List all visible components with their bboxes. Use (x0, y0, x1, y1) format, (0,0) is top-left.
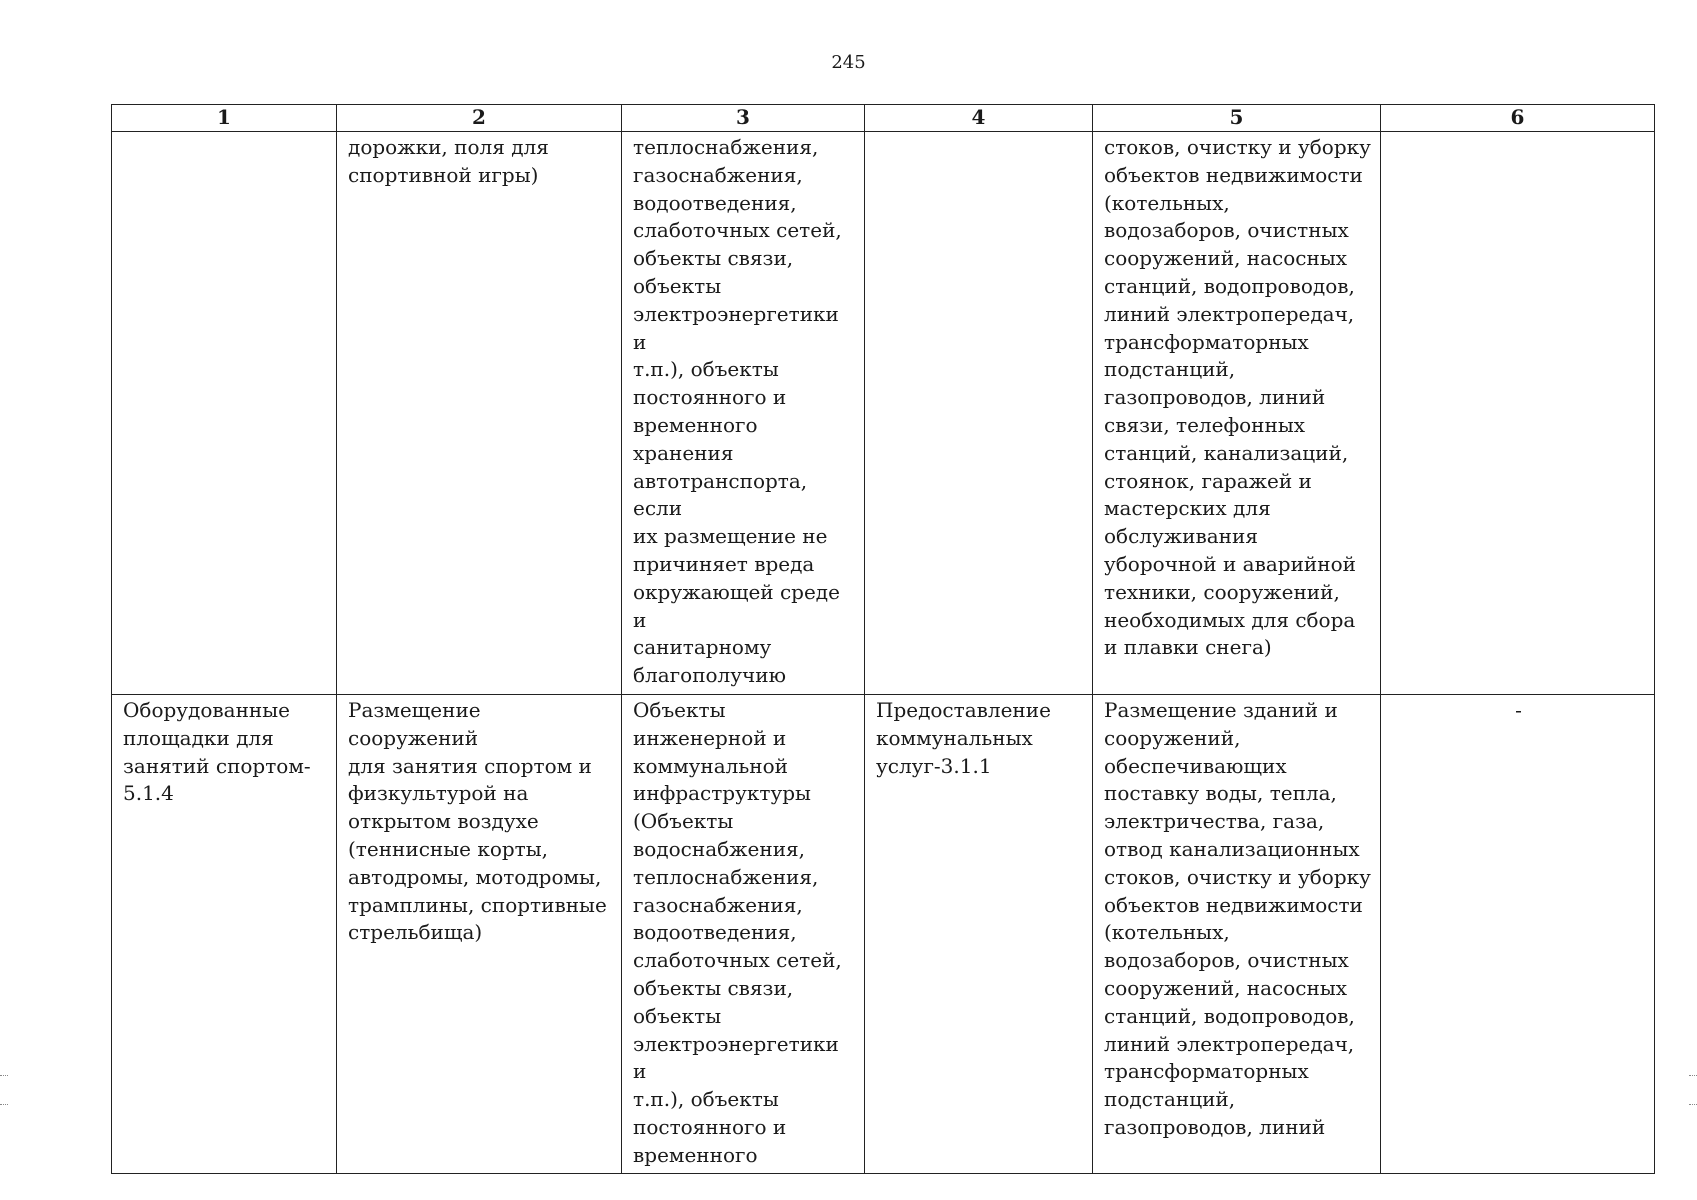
scan-edge-mark (0, 1075, 8, 1105)
column-header-1: 1 (112, 105, 337, 132)
cell-text: теплоснабжения, газоснабжения, водоотведения, слаботочных сетей, объекты связи, объекты электроэнергетики и т.п.), объекты постоянного и временного хранения автотранспорта, если их размещение не причиняет вреда окружающей среде и санитарному благополучию (633, 135, 842, 688)
cell-text: Размещение сооружений для занятия спортом и физкультурой на открытом воздухе (теннисные корты, автодромы, мотодромы, трамплины, спортивные стрельбища) (348, 697, 607, 945)
column-header-2: 2 (337, 105, 622, 132)
cell-text: Предоставление коммунальных услуг-3.1.1 (876, 697, 1051, 778)
table-cell (1093, 694, 1381, 1174)
table-cell (865, 694, 1093, 1174)
header-row (112, 105, 1655, 132)
scan-edge-mark (1689, 1075, 1697, 1105)
table-row (112, 694, 1655, 1174)
column-header-5: 5 (1093, 105, 1381, 132)
table-row (112, 132, 1655, 695)
table-cell (1381, 694, 1655, 1174)
page-number: 245 (831, 52, 866, 73)
cell-text: Оборудованные площадки для занятий спортом- 5.1.4 (123, 697, 311, 806)
column-header-4: 4 (865, 105, 1093, 132)
land-use-table (111, 104, 1655, 1174)
table-cell (622, 132, 865, 695)
table-cell (112, 132, 337, 695)
table-cell (865, 132, 1093, 695)
cell-text: Объекты инженерной и коммунальной инфраструктуры (Объекты водоснабжения, теплоснабжения, газоснабжения, водоотведения, слаботочных сетей, объекты связи, объекты электроэнергетики и т.п.), объекты постоянного и временного (633, 697, 842, 1167)
table-cell (112, 694, 337, 1174)
table-cell (337, 694, 622, 1174)
column-header-6: 6 (1381, 105, 1655, 132)
table-cell (1093, 132, 1381, 695)
column-header-3: 3 (622, 105, 865, 132)
table-cell (622, 694, 865, 1174)
cell-text: стоков, очистку и уборку объектов недвижимости (котельных, водозаборов, очистных сооружений, насосных станций, водопроводов, линий электропередач, трансформаторных подстанций, газопроводов, линий связи, телефонных станций, канализаций, стоянок, гаражей и мастерских для обслуживания уборочной и аварийной техники, сооружений, необходимых для сбора и плавки снега) (1104, 135, 1371, 660)
cell-text: - (1515, 697, 1522, 722)
cell-text: Размещение зданий и сооружений, обеспечивающих поставку воды, тепла, электричества, газа, отвод канализационных стоков, очистку и уборку объектов недвижимости (котельных, водозаборов, очистных сооружений, насосных станций, водопроводов, линий электропередач, трансформаторных подстанций, газопроводов, линий (1104, 697, 1371, 1139)
table-cell (337, 132, 622, 695)
table-cell (1381, 132, 1655, 695)
cell-text: дорожки, поля для спортивной игры) (348, 135, 549, 187)
